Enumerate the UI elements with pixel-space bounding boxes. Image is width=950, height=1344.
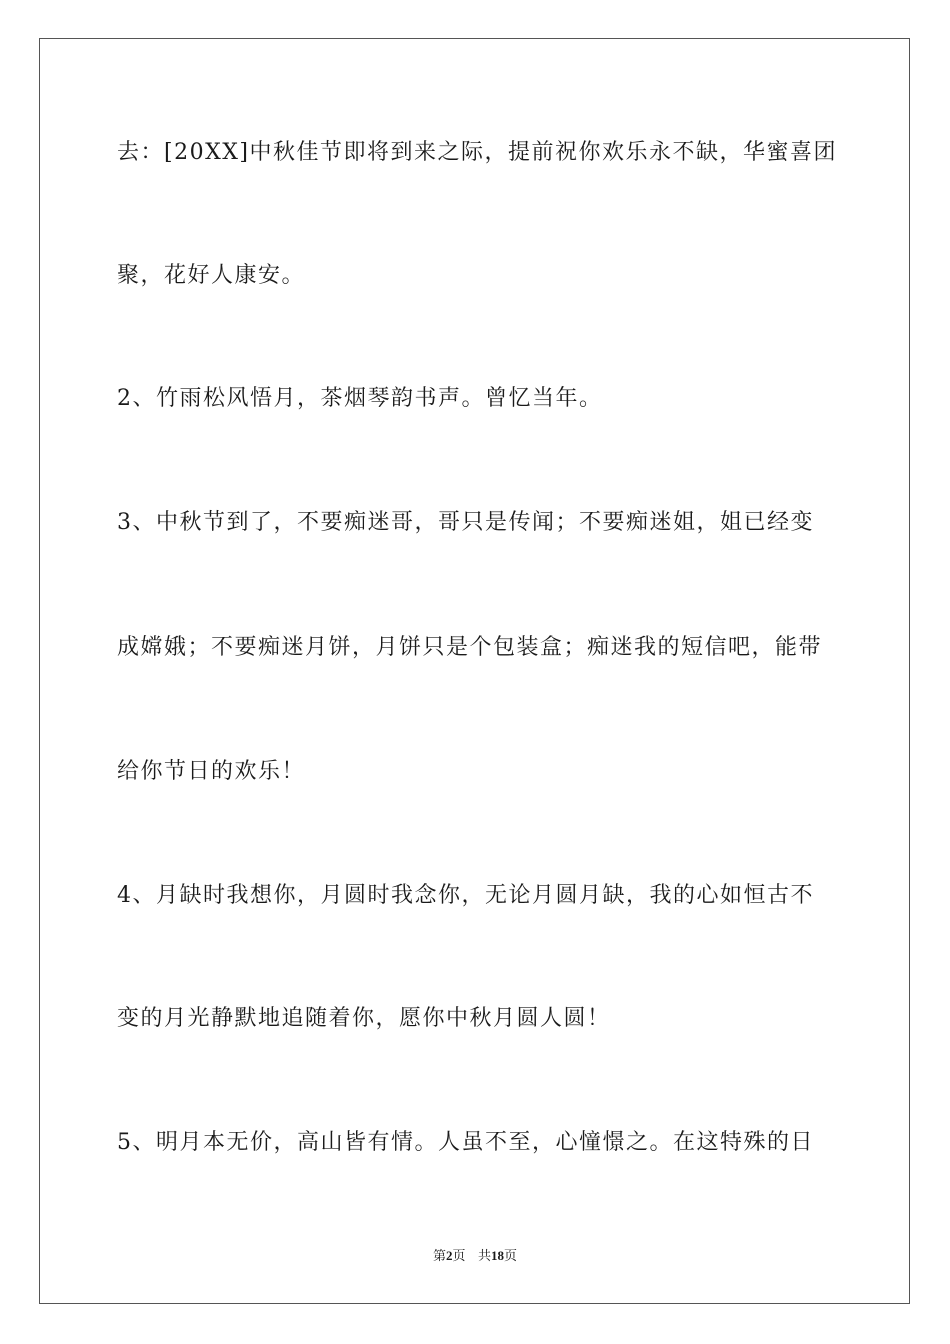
total-pages-number: 18 <box>490 1248 504 1263</box>
footer-prefix: 第 <box>433 1249 447 1264</box>
text-line-6: 给你节日的欢乐！ <box>117 759 306 784</box>
text-line-2: 聚，花好人康安。 <box>117 263 306 288</box>
text-line-8: 变的月光静默地追随着你，愿你中秋月圆人圆！ <box>117 1006 611 1031</box>
footer-total-prefix: 共 <box>477 1249 491 1264</box>
current-page-number: 2 <box>446 1248 453 1263</box>
text-line-1: 去：[20XX]中秋佳节即将到来之际，提前祝你欢乐永不缺，华蜜喜团 <box>117 140 837 165</box>
footer-total-suffix: 页 <box>503 1249 517 1264</box>
text-line-7: 4、月缺时我想你，月圆时我念你，无论月圆月缺，我的心如恒古不 <box>117 883 814 908</box>
footer-page-suffix: 页 <box>452 1249 466 1264</box>
text-line-5: 成嫦娥；不要痴迷月饼，月饼只是个包装盒；痴迷我的短信吧，能带 <box>117 635 823 660</box>
text-line-4: 3、中秋节到了，不要痴迷哥，哥只是传闻；不要痴迷姐，姐已经变 <box>117 510 814 535</box>
page-border <box>39 38 910 1304</box>
text-line-9: 5、明月本无价，高山皆有情。人虽不至，心憧憬之。在这特殊的日 <box>117 1130 814 1155</box>
page-footer <box>0 1247 950 1266</box>
text-line-3: 2、竹雨松风悟月，茶烟琴韵书声。曾忆当年。 <box>117 386 603 411</box>
